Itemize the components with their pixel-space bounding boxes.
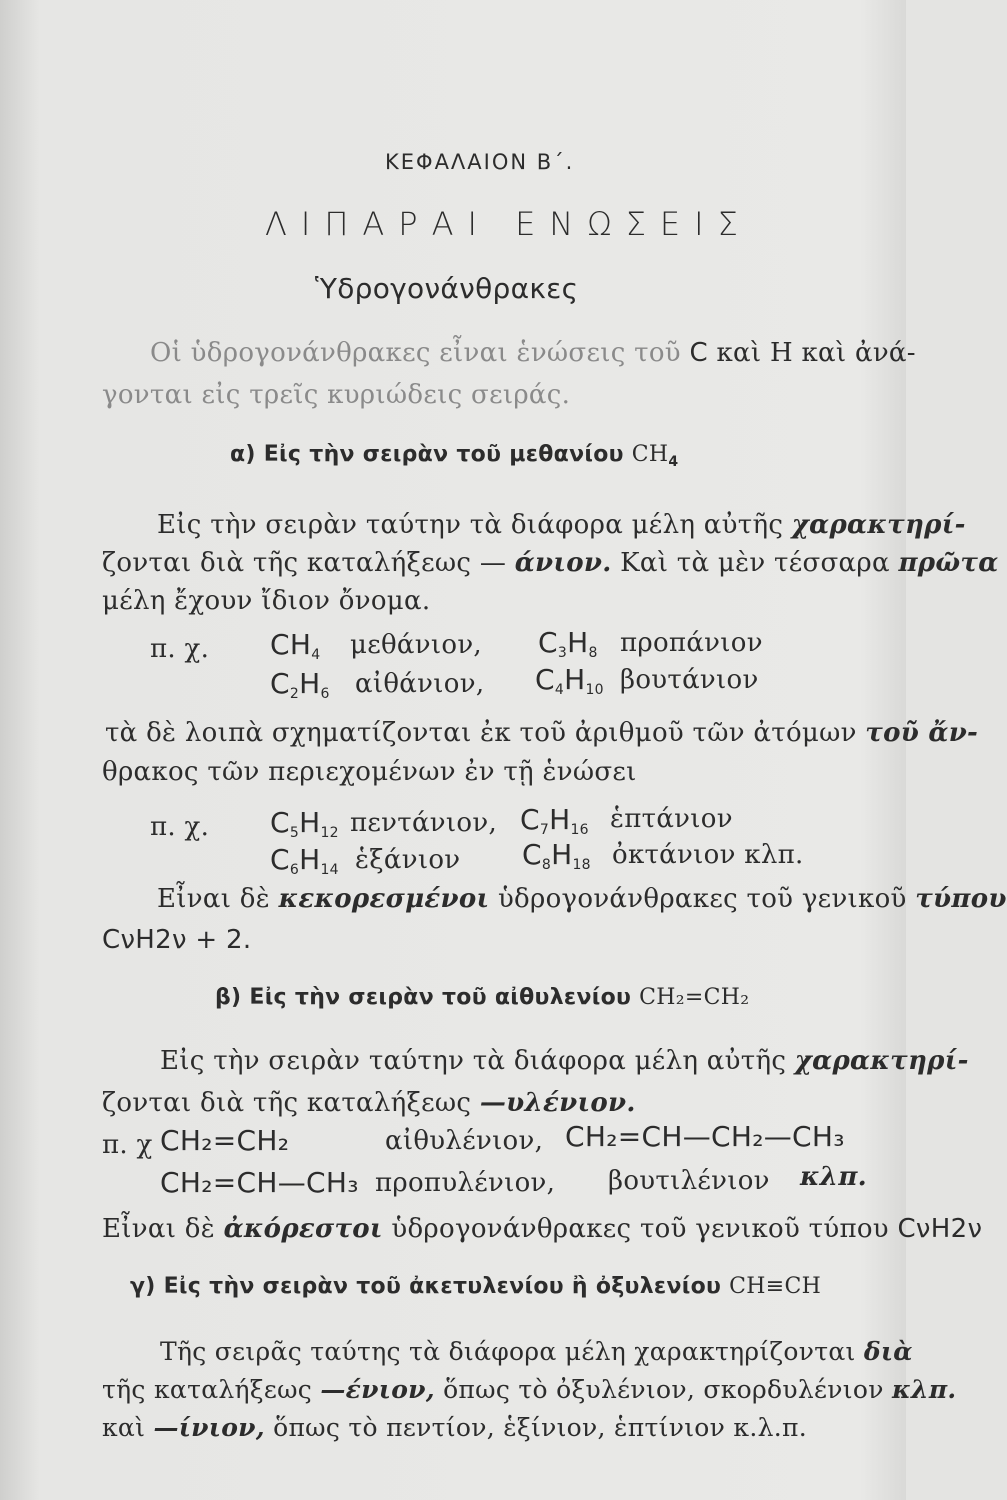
section-b-paragraph-line-2: ζονται διὰ τῆς καταλήξεως —υλένιον. (102, 1088, 636, 1118)
section-a-paragraph-line-5: θρακος τῶν περιεχομένων ἐν τῇ ἑνώσει (102, 757, 637, 787)
page-subtitle: Ὑδρογονάνθρακες (315, 272, 579, 305)
name-butane: βουτάνιον (620, 665, 759, 695)
name-octane: ὀκτάνιον κλπ. (612, 840, 804, 870)
name-propylene: προπυλένιον, (375, 1168, 556, 1198)
section-b-paragraph-line-1: Εἰς τὴν σειρὰν ταύτην τὰ διάφορα μέλη αὐτῆς χαρακτηρί- (160, 1046, 969, 1076)
etc-label: κλπ. (800, 1162, 867, 1192)
section-b-heading: β) Εἰς τὴν σειρὰν τοῦ αἰθυλενίου CH₂=CH₂ (215, 985, 750, 1010)
formula-butane: $C_4H_{10}$ (535, 663, 604, 698)
intro-line-2: γονται εἰς τρεῖς κυριώδεις σειράς. (102, 380, 571, 410)
section-a-heading: α) Εἰς τὴν σειρὰν τοῦ μεθανίου $CH_4$ (230, 442, 679, 470)
section-a-paragraph-line-1: Εἰς τὴν σειρὰν ταύτην τὰ διάφορα μέλη αὐτῆς χαρακτηρί- (157, 510, 966, 540)
example-label: π. χ. (150, 634, 210, 664)
formula-propylene: CH₂=CH—CH₃ (160, 1166, 359, 1199)
section-a-paragraph-line-3: μέλη ἔχουν ἴδιον ὄνομα. (102, 586, 431, 616)
formula-butylene: CH₂=CH—CH₂—CH₃ (565, 1120, 845, 1153)
section-c-paragraph-line-2: τῆς καταλήξεως —ένιον, ὅπως τὸ ὀξυλένιον, σκορδυλένιον κλπ. (102, 1375, 957, 1404)
example-label-2: π. χ. (150, 812, 210, 842)
example-label-3: π. χ (102, 1130, 153, 1160)
section-c-heading: γ) Εἰς τὴν σειρὰν τοῦ ἀκετυλενίου ἢ ὀξυλενίου CH≡CH (130, 1274, 822, 1299)
name-hexane: ἑξάνιον (355, 845, 461, 875)
intro-line-1: Οἱ ὑδρογονάνθρακες εἶναι ἑνώσεις τοῦ C καὶ Η καὶ ἀνά- (150, 338, 916, 368)
name-ethylene: αἰθυλένιον, (385, 1126, 544, 1156)
name-ethane: αἰθάνιον, (355, 669, 485, 699)
formula-methane: $CH_4$ (270, 628, 321, 663)
section-a-paragraph-line-4: τὰ δὲ λοιπὰ σχηματίζονται ἐκ τοῦ ἀριθμοῦ τῶν ἀτόμων τοῦ ἄν- (105, 718, 979, 748)
formula-hexane: $C_6H_{14}$ (270, 843, 339, 878)
formula-ethylene: CH₂=CH₂ (160, 1124, 290, 1157)
section-c-paragraph-line-1: Τῆς σειρᾶς ταύτης τὰ διάφορα μέλη χαρακτηρίζονται διὰ (160, 1337, 913, 1366)
formula-pentane: $C_5H_{12}$ (270, 806, 339, 841)
name-butylene: βουτιλένιον (608, 1166, 770, 1196)
chapter-label: ΚΕΦΑΛΑΙΟΝ Β΄. (385, 150, 575, 174)
formula-heptane: $C_7H_{16}$ (520, 803, 589, 838)
formula-octane: $C_8H_{18}$ (522, 838, 591, 873)
name-propane: προπάνιον (620, 628, 763, 658)
name-methane: μεθάνιον, (350, 630, 483, 660)
name-heptane: ἑπτάνιον (610, 804, 733, 834)
name-pentane: πεντάνιον, (350, 808, 498, 838)
general-formula-alkanes: CνΗ2ν + 2. (102, 925, 252, 955)
section-c-paragraph-line-3: καὶ —ίνιον, ὅπως τὸ πεντίον, ἑξίνιον, ἑπτίνιον κ.λ.π. (102, 1413, 807, 1442)
section-a-paragraph-line-2: ζονται διὰ τῆς καταλήξεως — άνιον. Καὶ τὰ μὲν τέσσαρα πρῶτα (102, 548, 999, 578)
section-a-saturated-line: Εἶναι δὲ κεκορεσμένοι ὑδρογονάνθρακες τοῦ γενικοῦ τύπου (157, 884, 1007, 914)
section-b-unsaturated-line: Εἶναι δὲ ἀκόρεστοι ὑδρογονάνθρακες τοῦ γενικοῦ τύπου CνΗ2ν (102, 1214, 983, 1244)
page-title: ΛΙΠΑΡΑΙ ΕΝΩΣΕΙΣ (265, 205, 752, 243)
formula-propane: $C_3H_8$ (538, 626, 598, 661)
formula-ethane: $C_2H_6$ (270, 667, 330, 702)
